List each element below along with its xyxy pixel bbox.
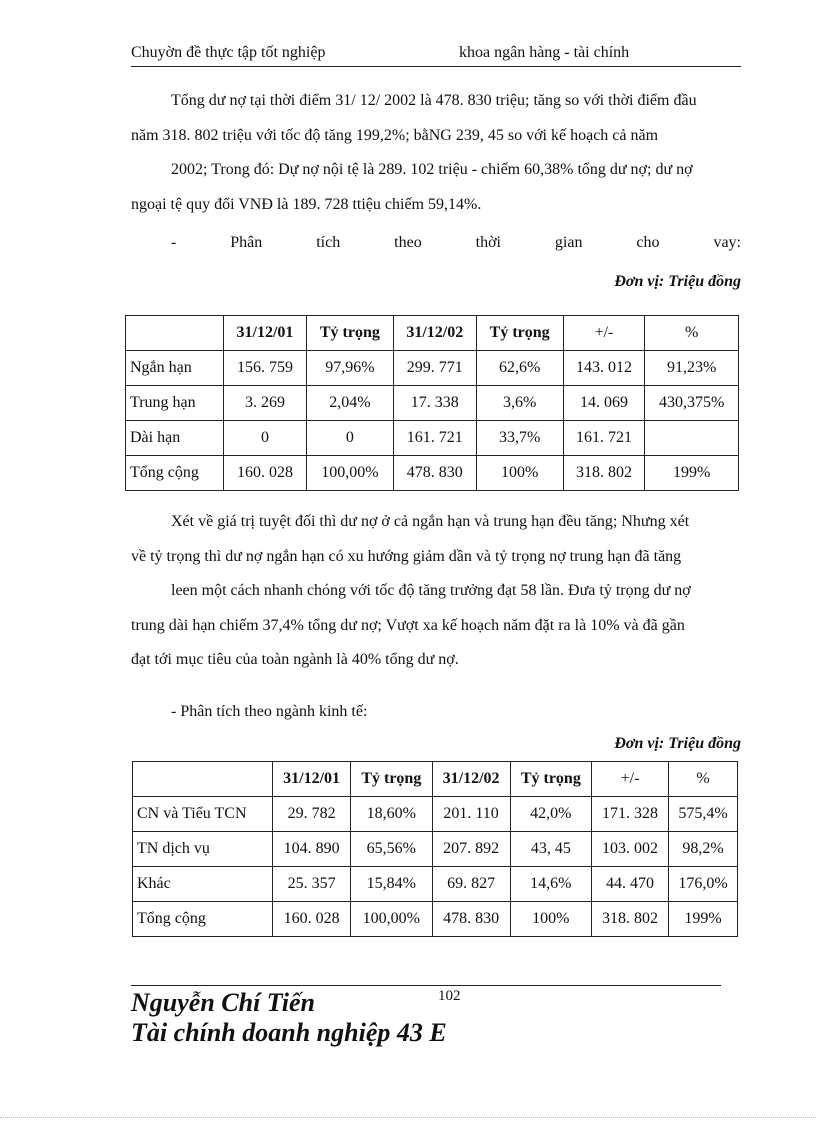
section-word: gian xyxy=(554,234,583,251)
text-line: trung dài hạn chiếm 37,4% tổng dư nợ; Vượt xa kế hoạch năm đặt ra là 10% và đã gần xyxy=(131,616,685,634)
table-cell: 15,84% xyxy=(351,867,433,902)
table-cell: Tổng cộng xyxy=(133,902,273,937)
table-header-cell: +/- xyxy=(563,316,645,351)
section-word: - xyxy=(171,234,177,251)
table-header-cell: Tỷ trọng xyxy=(351,762,433,797)
table-cell: Trung hạn xyxy=(126,386,224,421)
table-cell: Khác xyxy=(133,867,273,902)
table-cell: 207. 892 xyxy=(432,832,510,867)
loan-term-table xyxy=(125,315,739,491)
table-row xyxy=(133,902,738,937)
section-title-by-sector: - Phân tích theo ngành kinh tế: xyxy=(171,703,368,720)
table-cell: CN và Tiểu TCN xyxy=(133,797,273,832)
table-cell: 65,56% xyxy=(351,832,433,867)
header-title: Chuyờn đề thực tập tốt nghiệp xyxy=(131,44,326,61)
header-faculty: khoa ngân hàng - tài chính xyxy=(459,44,630,61)
unit-label: Đơn vị: Triệu đồng xyxy=(614,735,741,752)
table-row xyxy=(126,456,739,491)
table-cell: 318. 802 xyxy=(563,456,645,491)
table-header-cell: % xyxy=(645,316,739,351)
text-line: về tỷ trọng thì dư nợ ngắn hạn có xu hướng giảm dần và tỷ trọng nợ trung hạn đã tăng xyxy=(131,547,682,565)
table-row xyxy=(126,386,739,421)
table-cell: 160. 028 xyxy=(224,456,307,491)
table-cell: 575,4% xyxy=(668,797,737,832)
table-cell: 91,23% xyxy=(645,351,739,386)
section-word: thời xyxy=(475,234,501,251)
table-cell: 161. 721 xyxy=(393,421,476,456)
table-header-cell: Tỷ trọng xyxy=(306,316,393,351)
table-cell: 430,375% xyxy=(645,386,739,421)
section-word: cho xyxy=(636,234,660,251)
loan-sector-table xyxy=(132,761,738,937)
table-header-row xyxy=(126,316,739,351)
table-cell: 17. 338 xyxy=(393,386,476,421)
table-header-cell: Tỷ trọng xyxy=(476,316,563,351)
table-cell: 160. 028 xyxy=(273,902,351,937)
table-header-cell: % xyxy=(668,762,737,797)
page-number: 102 xyxy=(438,988,461,1004)
table-cell: 29. 782 xyxy=(273,797,351,832)
table-cell: 0 xyxy=(224,421,307,456)
table-header-cell: Tỷ trọng xyxy=(510,762,592,797)
table-header-cell: +/- xyxy=(592,762,669,797)
section-word: tích xyxy=(316,234,341,251)
text-line: ngoại tệ quy đổi VNĐ là 189. 728 ttiệu chiếm 59,14%. xyxy=(131,195,482,213)
table-cell: 143. 012 xyxy=(563,351,645,386)
author-block xyxy=(131,988,447,1048)
table-cell: 42,0% xyxy=(510,797,592,832)
table-cell: 103. 002 xyxy=(592,832,669,867)
table-cell: 156. 759 xyxy=(224,351,307,386)
table-cell: 62,6% xyxy=(476,351,563,386)
author-name: Nguyễn Chí Tiến xyxy=(131,988,315,1017)
text-line: Xét về giá trị tuyệt đối thì dư nợ ở cả ngắn hạn và trung hạn đều tăng; Nhưng xét xyxy=(171,513,690,530)
table-cell: 25. 357 xyxy=(273,867,351,902)
text-line: Tổng dư nợ tại thời điểm 31/ 12/ 2002 là 478. 830 triệu; tăng so với thời điểm đầu xyxy=(171,92,697,109)
text-line: leen một cách nhanh chóng với tốc độ tăng trưởng đạt 58 lần. Đưa tỷ trọng dư nợ xyxy=(171,582,691,599)
table-cell: 100% xyxy=(510,902,592,937)
table-cell: 98,2% xyxy=(668,832,737,867)
table-cell: 318. 802 xyxy=(592,902,669,937)
table-cell: 100,00% xyxy=(306,456,393,491)
table-cell: 3. 269 xyxy=(224,386,307,421)
section-word: theo xyxy=(394,234,422,251)
section-title-by-term xyxy=(171,234,741,252)
table-cell: 199% xyxy=(645,456,739,491)
table-row xyxy=(133,867,738,902)
table-cell: 171. 328 xyxy=(592,797,669,832)
table-header-cell: 31/12/02 xyxy=(432,762,510,797)
table-cell: 97,96% xyxy=(306,351,393,386)
table-cell xyxy=(645,421,739,456)
table-cell: 201. 110 xyxy=(432,797,510,832)
table-cell: 100% xyxy=(476,456,563,491)
table-header-cell xyxy=(126,316,224,351)
table-cell: TN dịch vụ xyxy=(133,832,273,867)
text-line: đạt tới mục tiêu của toàn ngành là 40% tổng dư nợ. xyxy=(131,651,459,668)
paragraph-analysis xyxy=(131,505,741,678)
table-cell: Dài hạn xyxy=(126,421,224,456)
table-header-row xyxy=(133,762,738,797)
table-header-cell xyxy=(133,762,273,797)
footer-divider xyxy=(131,985,721,986)
page-edge-divider xyxy=(0,1117,816,1118)
table-cell: 33,7% xyxy=(476,421,563,456)
table-cell: 3,6% xyxy=(476,386,563,421)
table-cell: 104. 890 xyxy=(273,832,351,867)
table-cell: 100,00% xyxy=(351,902,433,937)
table-row xyxy=(126,351,739,386)
table-row xyxy=(126,421,739,456)
table-cell: 14. 069 xyxy=(563,386,645,421)
table-cell: 14,6% xyxy=(510,867,592,902)
text-line: 2002; Trong đó: Dự nợ nội tệ là 289. 102 triệu - chiếm 60,38% tổng dư nợ; dư nợ xyxy=(171,161,693,178)
table-cell: 299. 771 xyxy=(393,351,476,386)
section-word: Phân xyxy=(230,234,263,251)
table-header-cell: 31/12/01 xyxy=(224,316,307,351)
table-header-cell: 31/12/02 xyxy=(393,316,476,351)
table-cell: 18,60% xyxy=(351,797,433,832)
table-cell: 199% xyxy=(668,902,737,937)
table-cell: 478. 830 xyxy=(432,902,510,937)
table-cell: 0 xyxy=(306,421,393,456)
table-cell: 478. 830 xyxy=(393,456,476,491)
table-cell: 69. 827 xyxy=(432,867,510,902)
table-cell: 44. 470 xyxy=(592,867,669,902)
table-cell: Tổng cộng xyxy=(126,456,224,491)
page-header xyxy=(131,40,741,67)
paragraph-total-debt xyxy=(131,84,741,222)
unit-label: Đơn vị: Triệu đồng xyxy=(614,273,741,290)
table-row xyxy=(133,832,738,867)
table-cell: 2,04% xyxy=(306,386,393,421)
text-line: năm 318. 802 triệu với tốc độ tăng 199,2%; bằNG 239, 45 so với kế hoạch cả năm xyxy=(131,126,659,144)
author-class: Tài chính doanh nghiệp 43 E xyxy=(131,1018,447,1047)
table-row xyxy=(133,797,738,832)
table-cell: 43, 45 xyxy=(510,832,592,867)
table-cell: 176,0% xyxy=(668,867,737,902)
section-word: vay: xyxy=(713,234,741,251)
table-header-cell: 31/12/01 xyxy=(273,762,351,797)
table-cell: 161. 721 xyxy=(563,421,645,456)
table-cell: Ngắn hạn xyxy=(126,351,224,386)
